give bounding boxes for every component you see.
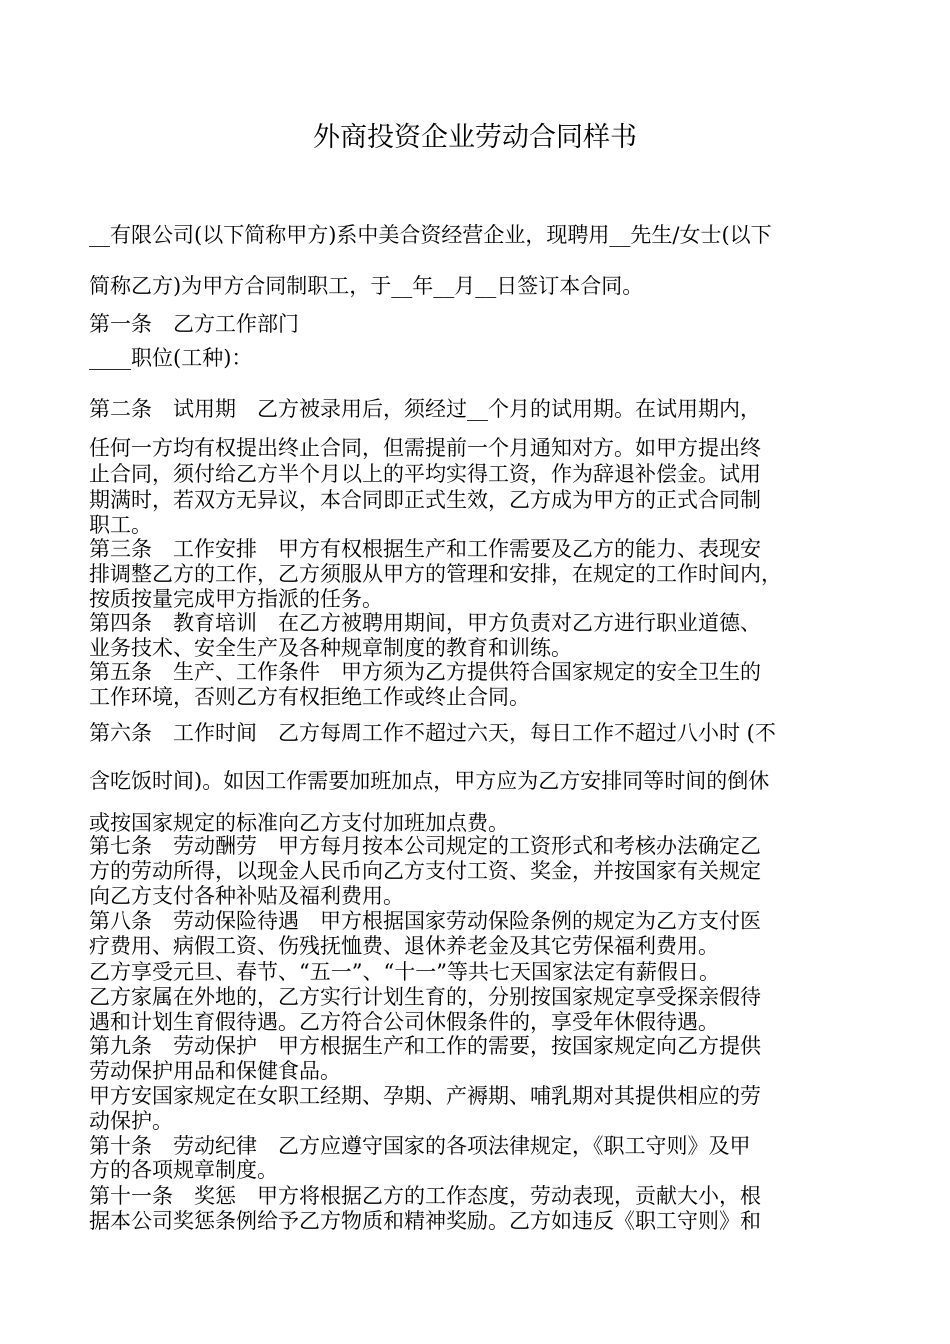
paragraph-line: 第五条 生产、工作条件 甲方须为乙方提供符合国家规定的安全卫生的 xyxy=(89,660,761,684)
paragraph-line: 期满时，若双方无异议，本合同即正式生效，乙方成为甲方的正式合同制 xyxy=(89,488,761,512)
paragraph-line: 第八条 劳动保险待遇 甲方根据国家劳动保险条例的规定为乙方支付医 xyxy=(89,909,761,933)
paragraph-line: 第四条 教育培训 在乙方被聘用期间，甲方负责对乙方进行职业道德、 xyxy=(89,611,761,635)
document-title: 外商投资企业劳动合同样书 xyxy=(313,122,637,153)
paragraph-line: 第三条 工作安排 甲方有权根据生产和工作需要及乙方的能力、表现安 xyxy=(89,537,761,561)
paragraph-line: __有限公司(以下简称甲方)系中美合资经营企业，现聘用__先生/女士(以下 xyxy=(89,223,772,247)
paragraph-line: 第七条 劳动酬劳 甲方每月按本公司规定的工资形式和考核办法确定乙 xyxy=(89,834,761,858)
paragraph-line: 止合同，须付给乙方半个月以上的平均实得工资，作为辞退补偿金。试用 xyxy=(89,462,761,486)
paragraph-line: 职工。 xyxy=(89,513,152,537)
paragraph-line: 或按国家规定的标准向乙方支付加班加点费。 xyxy=(89,811,509,835)
paragraph-line: 排调整乙方的工作，乙方须服从甲方的管理和安排，在规定的工作时间内， xyxy=(89,562,782,586)
paragraph-line: 按质按量完成甲方指派的任务。 xyxy=(89,587,383,611)
paragraph-line: 第九条 劳动保护 甲方根据生产和工作的需要，按国家规定向乙方提供 xyxy=(89,1034,761,1058)
paragraph-line: 疗费用、病假工资、伤残抚恤费、退休养老金及其它劳保福利费用。 xyxy=(89,934,719,958)
paragraph-line: 第十一条 奖惩 甲方将根据乙方的工作态度，劳动表现，贡献大小，根 xyxy=(89,1184,761,1208)
paragraph-line: 第六条 工作时间 乙方每周工作不超过六天，每日工作不超过八小时 (不 xyxy=(89,721,776,745)
paragraph-line: 乙方家属在外地的，乙方实行计划生育的，分别按国家规定享受探亲假待 xyxy=(89,985,761,1009)
paragraph-line: 方的各项规章制度。 xyxy=(89,1158,278,1182)
paragraph-line: 方的劳动所得，以现金人民币向乙方支付工资、奖金，并按国家有关规定 xyxy=(89,859,761,883)
paragraph-line: 据本公司奖惩条例给予乙方物质和精神奖励。乙方如违反《职工守则》和 xyxy=(89,1209,761,1233)
paragraph-line: 业务技术、安全生产及各种规章制度的教育和训练。 xyxy=(89,636,572,660)
paragraph-line: 第十条 劳动纪律 乙方应遵守国家的各项法律规定，《职工守则》及甲 xyxy=(89,1134,751,1158)
paragraph-line: 向乙方支付各种补贴及福利费用。 xyxy=(89,884,404,908)
paragraph-line: 动保护。 xyxy=(89,1109,173,1133)
paragraph-line: ____职位(工种)： xyxy=(89,346,253,370)
paragraph-line: 乙方享受元旦、春节、“五一”、“十一”等共七天国家法定有薪假日。 xyxy=(89,960,720,984)
paragraph-line: 劳动保护用品和保健食品。 xyxy=(89,1059,341,1083)
paragraph-line: 甲方安国家规定在女职工经期、孕期、产褥期、哺乳期对其提供相应的劳 xyxy=(89,1084,761,1108)
paragraph-line: 任何一方均有权提出终止合同，但需提前一个月通知对方。如甲方提出终 xyxy=(89,436,761,460)
paragraph-line: 工作环境，否则乙方有权拒绝工作或终止合同。 xyxy=(89,685,530,709)
paragraph-line: 简称乙方)为甲方合同制职工，于__年__月__日签订本合同。 xyxy=(89,274,644,298)
paragraph-line: 遇和计划生育假待遇。乙方符合公司休假条件的，享受年休假待遇。 xyxy=(89,1010,719,1034)
paragraph-line: 第一条 乙方工作部门 xyxy=(89,312,299,336)
paragraph-line: 含吃饭时间)。如因工作需要加班加点，甲方应为乙方安排同等时间的倒休 xyxy=(89,769,770,793)
paragraph-line: 第二条 试用期 乙方被录用后，须经过__个月的试用期。在试用期内， xyxy=(89,397,761,421)
